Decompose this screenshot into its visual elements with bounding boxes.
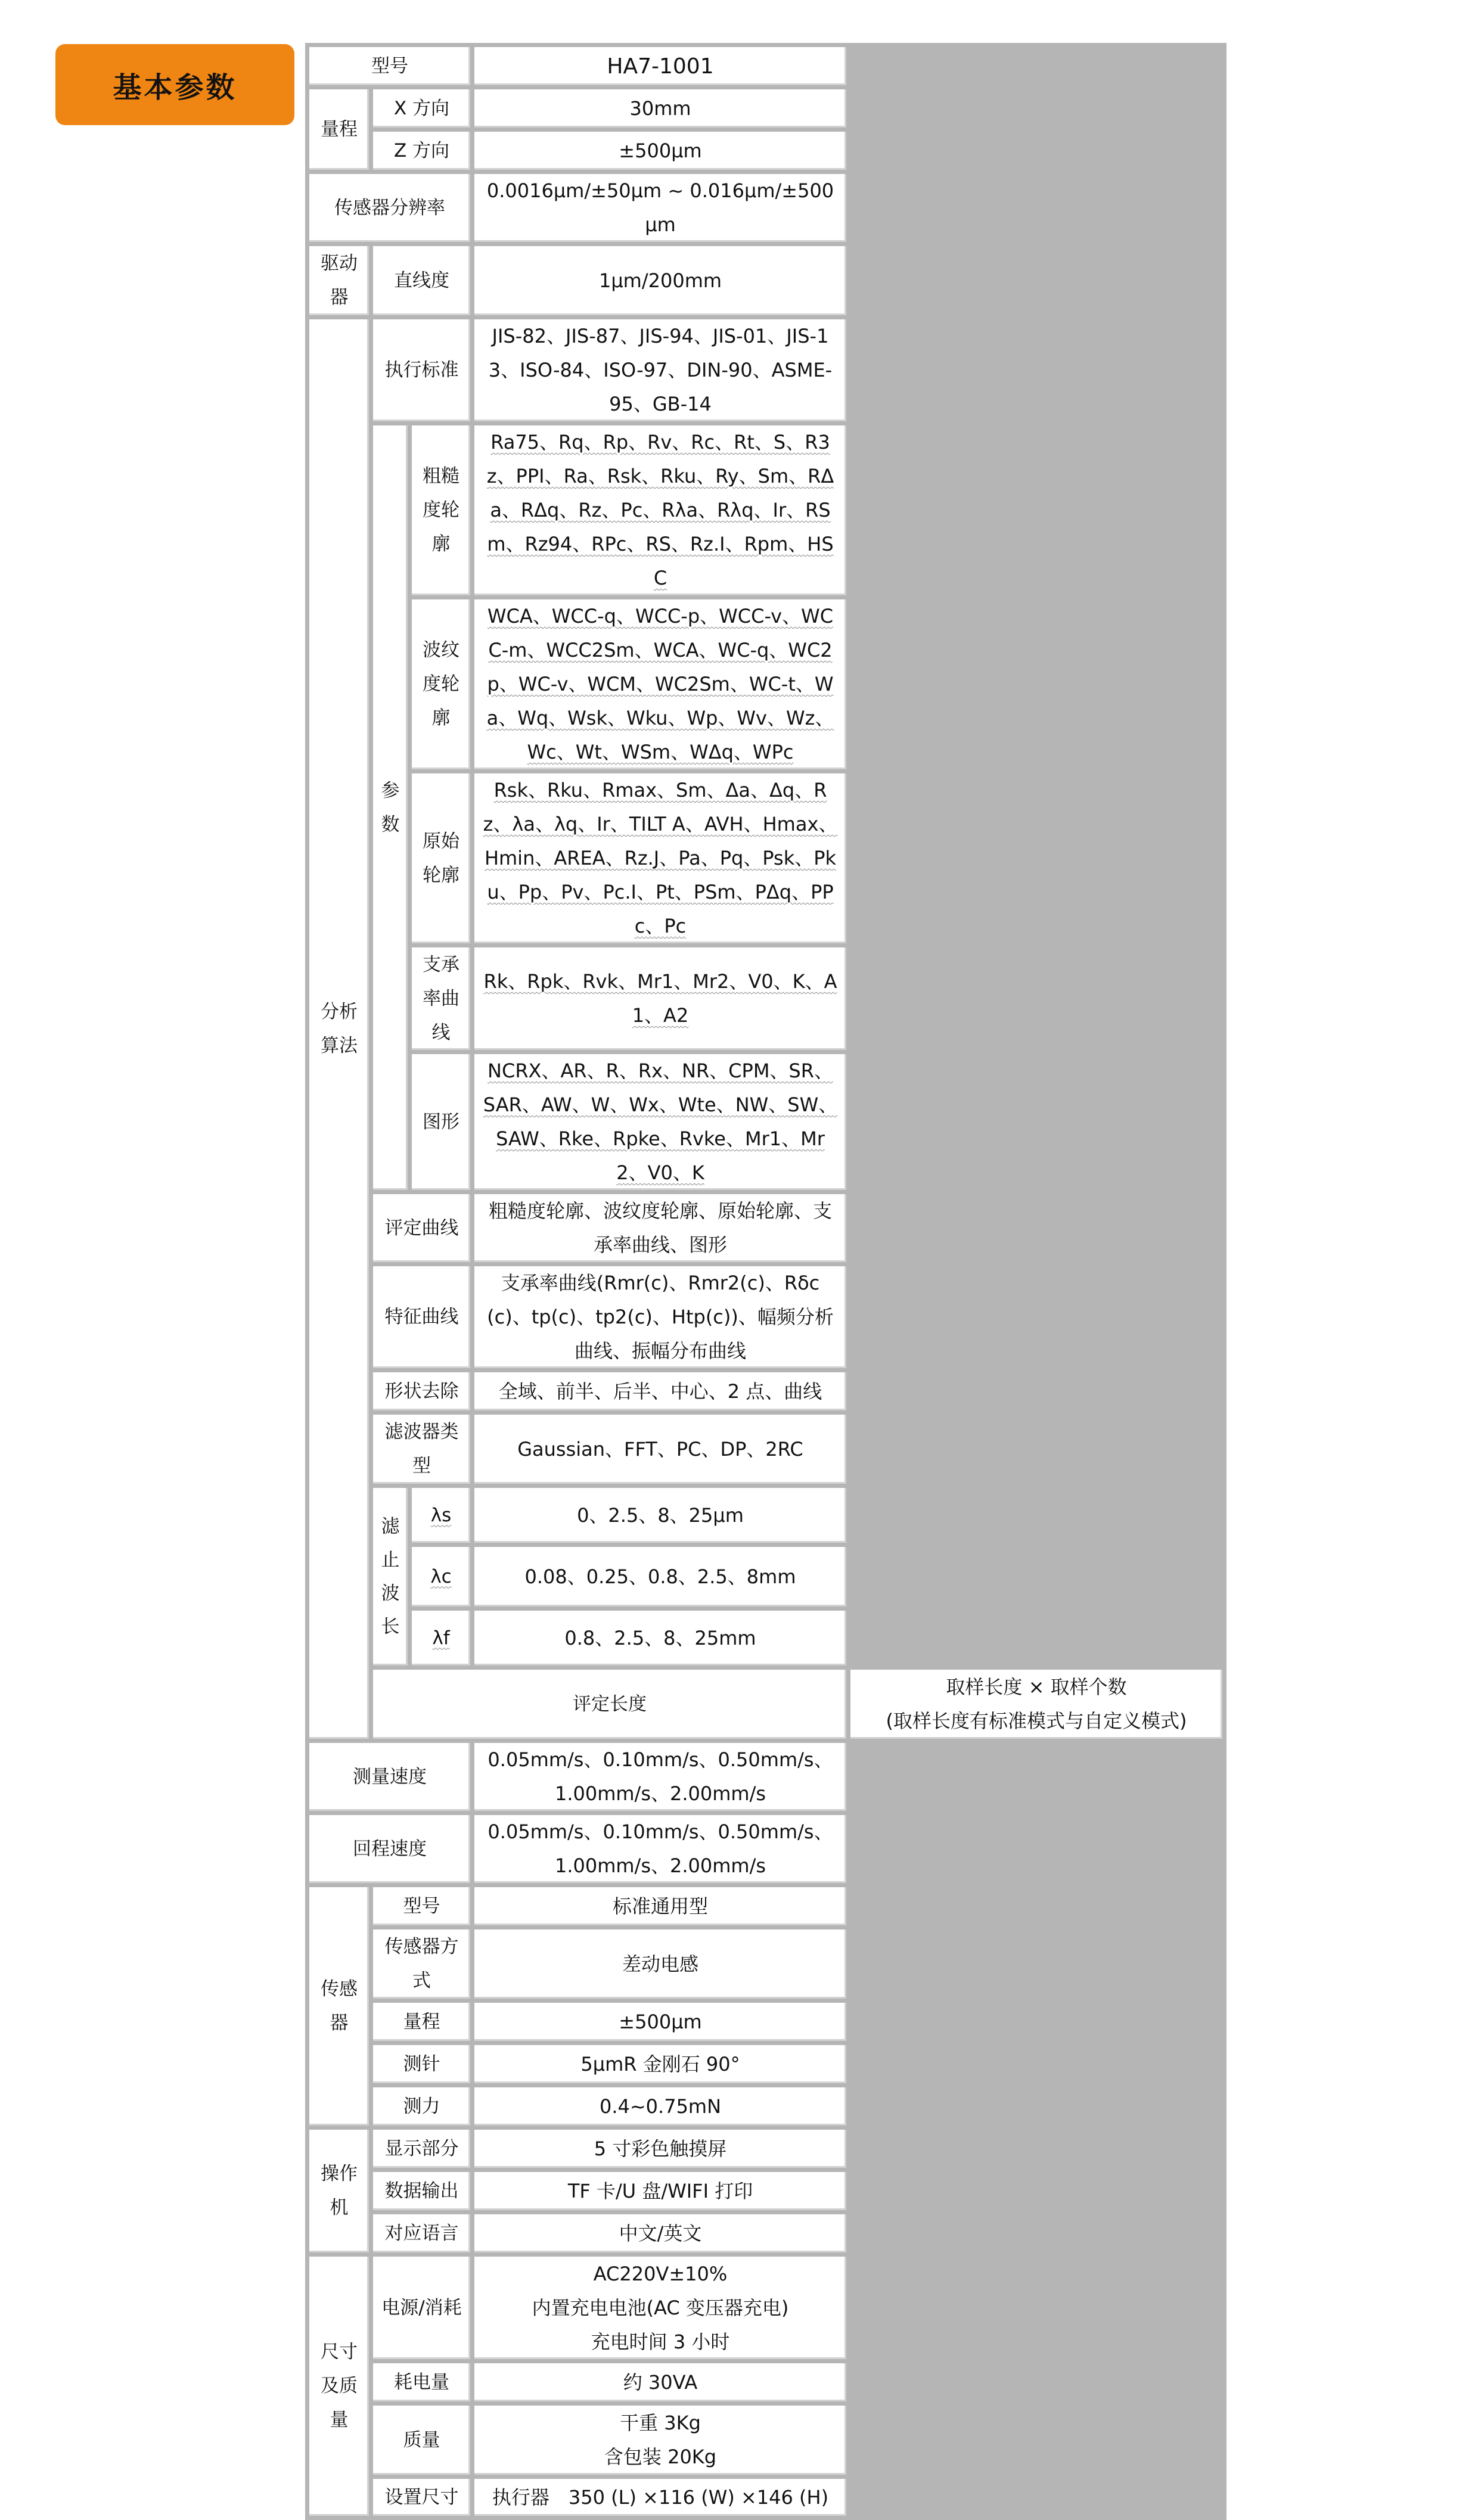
eval-length-label: 评定长度 [373,1670,846,1739]
form-removal-label: 形状去除 [373,1372,470,1410]
filter-type-label: 滤波器类型 [373,1415,470,1484]
mass-line2: 含包装 20Kg [604,2446,717,2468]
table-row [309,174,1222,242]
cutoff-lc-label: λc [412,1547,470,1607]
mass-label: 质量 [373,2406,470,2475]
bearing-label: 支承率曲线 [412,947,470,1050]
sensor-label: 传感器 [309,1887,369,2126]
table-row [309,1372,1222,1410]
spec-table [305,43,1227,2520]
power-value [474,2257,846,2359]
size-label: 尺寸及质量 [309,2257,369,2516]
range-z-value: ±500μm [474,132,846,170]
section-title: 基本参数 [55,44,294,125]
primary-label: 原始轮廓 [412,773,470,943]
return-speed-value: 0.05mm/s、0.10mm/s、0.50mm/s、1.00mm/s、2.00mm/s [474,1815,846,1883]
table-row [309,1743,1222,1811]
measure-speed-label: 测量速度 [309,1743,470,1811]
consumption-label: 耗电量 [373,2363,470,2401]
resolution-value: 0.0016μm/±50μm ~ 0.016μm/±500μm [474,174,846,242]
table-row [309,2257,1222,2359]
mass-line1: 干重 3Kg [620,2412,701,2434]
eval-curve-value: 粗糙度轮廓、波纹度轮廓、原始轮廓、支承率曲线、图形 [474,1194,846,1262]
table-row [309,425,1222,595]
drive-value: 1μm/200mm [474,246,846,315]
standard-value: JIS-82、JIS-87、JIS-94、JIS-01、JIS-13、ISO-84、ISO-97、DIN-90、ASME-95、GB-14 [474,319,846,421]
feature-curve-value: 支承率曲线(Rmr(c)、Rmr2(c)、Rδc(c)、tp(c)、tp2(c)、Htp(c))、幅频分析曲线、振幅分布曲线 [474,1266,846,1368]
power-label: 电源/消耗 [373,2257,470,2359]
feature-curve-label: 特征曲线 [373,1266,470,1368]
drive-label: 驱动器 [309,246,369,315]
standard-label: 执行标准 [373,319,470,421]
cutoff-lf-label: λf [412,1611,470,1666]
table-row [309,1611,1222,1666]
force-label: 测力 [373,2087,470,2126]
table-row [309,947,1222,1050]
table-row [309,2479,1222,2516]
eval-length-line2: (取样长度有标准模式与自定义模式) [886,1710,1187,1732]
stylus-value: 5μmR 金刚石 90° [474,2045,846,2083]
dimension-label: 设置尺寸 [373,2479,470,2516]
sensor-range-value: ±500μm [474,2003,846,2041]
table-row [309,319,1222,421]
table-row [309,2130,1222,2168]
sensor-range-label: 量程 [373,2003,470,2041]
range-z-label: Z 方向 [373,132,470,170]
range-label: 量程 [309,89,369,170]
filter-type-value: Gaussian、FFT、PC、DP、2RC [474,1415,846,1484]
model-label: 型号 [309,47,470,85]
dimension-value: 执行器 350 (L) ×116 (W) ×146 (H) [474,2479,846,2516]
language-value: 中文/英文 [474,2214,846,2252]
sensor-type-label: 型号 [373,1887,470,1925]
operator-label: 操作机 [309,2130,369,2252]
measure-speed-value: 0.05mm/s、0.10mm/s、0.50mm/s、1.00mm/s、2.00mm/s [474,1743,846,1811]
table-row [309,2172,1222,2210]
table-row [309,246,1222,315]
form-removal-value: 全域、前半、后半、中心、2 点、曲线 [474,1372,846,1410]
table-row [309,2003,1222,2041]
sensor-method-value: 差动电感 [474,1929,846,1999]
table-row [309,132,1222,170]
cutoff-ls-label: λs [412,1488,470,1543]
output-label: 数据输出 [373,2172,470,2210]
table-row [309,1488,1222,1543]
table-row [309,2087,1222,2126]
table-row [309,2214,1222,2252]
graphic-value: NCRX、AR、R、Rx、NR、CPM、SR、SAR、AW、W、Wx、Wte、NW、SW、SAW、Rke、Rpke、Rvke、Mr1、Mr2、V0、K [474,1054,846,1190]
primary-value: Rsk、Rku、Rmax、Sm、Δa、Δq、Rz、λa、λq、Ir、TILT A、AVH、Hmax、Hmin、AREA、Rz.J、Pa、Pq、Psk、Pku、Pp、Pv、Pc.I、Pt、PSm、PΔq、PPc、Pc [474,773,846,943]
table-row [309,47,1222,85]
waviness-value: WCA、WCC-q、WCC-p、WCC-v、WCC-m、WCC2Sm、WCA、WC-q、WC2p、WC-v、WCM、WC2Sm、WC-t、Wa、Wq、Wsk、Wku、Wp、Wv、Wz、Wc、Wt、WSm、WΔq、WPc [474,599,846,769]
return-speed-label: 回程速度 [309,1815,470,1883]
table-row [309,2045,1222,2083]
bearing-value: Rk、Rpk、Rvk、Mr1、Mr2、V0、K、A1、A2 [474,947,846,1050]
table-row [309,1670,1222,1739]
range-x-value: 30mm [474,89,846,128]
table-row [309,773,1222,943]
stylus-label: 测针 [373,2045,470,2083]
params-label: 参数 [373,425,408,1190]
sensor-method-label: 传感器方式 [373,1929,470,1999]
table-row [309,1266,1222,1368]
table-row [309,89,1222,128]
drive-sub-label: 直线度 [373,246,470,315]
table-row [309,1929,1222,1999]
power-line1: AC220V±10% [593,2262,728,2285]
cutoff-label: 滤止波长 [373,1488,408,1666]
table-row [309,1547,1222,1607]
range-x-label: X 方向 [373,89,470,128]
table-row [309,599,1222,769]
table-row [309,2406,1222,2475]
table-row [309,1054,1222,1190]
waviness-label: 波纹度轮廓 [412,599,470,769]
table-row [309,2363,1222,2401]
sensor-type-value: 标准通用型 [474,1887,846,1925]
roughness-label: 粗糙度轮廓 [412,425,470,595]
eval-length-line1: 取样长度 × 取样个数 [946,1676,1127,1698]
power-line2: 内置充电电池(AC 变压器充电) [532,2296,789,2319]
language-label: 对应语言 [373,2214,470,2252]
mass-value [474,2406,846,2475]
table-row [309,1194,1222,1262]
analysis-label: 分析算法 [309,319,369,1739]
eval-curve-label: 评定曲线 [373,1194,470,1262]
roughness-value: Ra75、Rq、Rp、Rv、Rc、Rt、S、R3z、PPI、Ra、Rsk、Rku、Ry、Sm、RΔa、RΔq、Rz、Pc、Rλa、Rλq、Ir、RSm、Rz94、RPc、RS、Rz.I、Rpm、HSC [474,425,846,595]
power-line3: 充电时间 3 小时 [591,2330,730,2353]
table-row [309,1415,1222,1484]
display-value: 5 寸彩色触摸屏 [474,2130,846,2168]
force-value: 0.4~0.75mN [474,2087,846,2126]
table-row [309,1815,1222,1883]
resolution-label: 传感器分辨率 [309,174,470,242]
eval-length-value [850,1670,1222,1739]
cutoff-lc-value: 0.08、0.25、0.8、2.5、8mm [474,1547,846,1607]
display-label: 显示部分 [373,2130,470,2168]
model-value: HA7-1001 [474,47,846,85]
consumption-value: 约 30VA [474,2363,846,2401]
cutoff-lf-value: 0.8、2.5、8、25mm [474,1611,846,1666]
table-row [309,1887,1222,1925]
output-value: TF 卡/U 盘/WIFI 打印 [474,2172,846,2210]
graphic-label: 图形 [412,1054,470,1190]
cutoff-ls-value: 0、2.5、8、25μm [474,1488,846,1543]
